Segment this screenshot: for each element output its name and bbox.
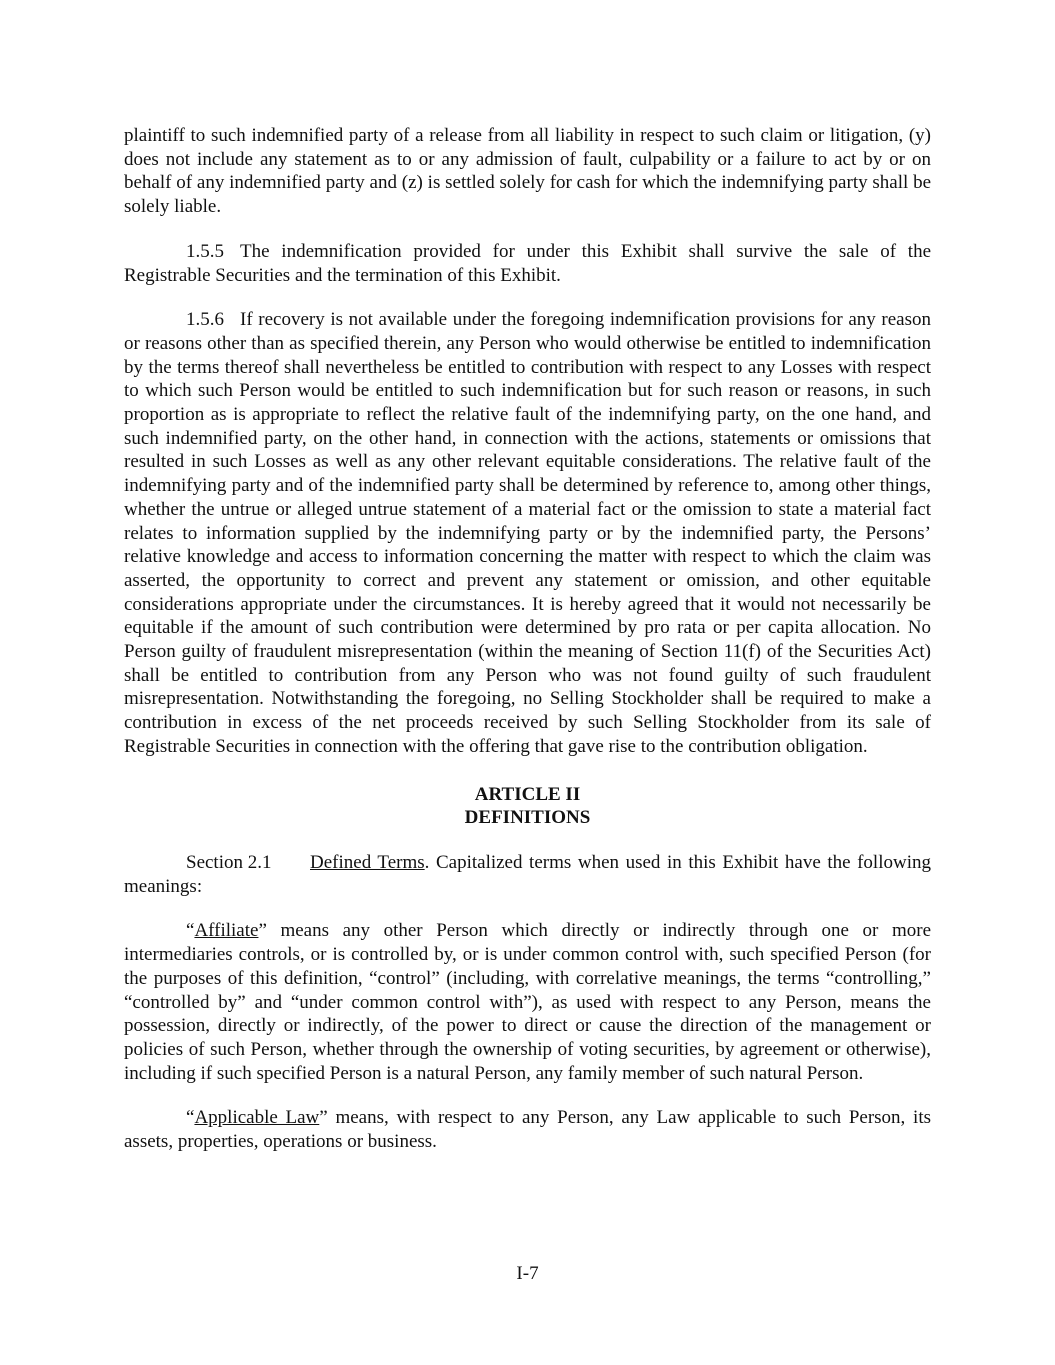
paragraph-1-5-6 [124, 308, 931, 758]
paragraph-text: If recovery is not available under the foregoing indemnification provisions for any reason or reasons other than as specified therein, any Person who would otherwise be entitled to indemnification by the terms thereof shall nevertheless be entitled to contribution with respect to any Losses with respect to which such Person would be entitled to such indemnification but for such reason or reasons, in such proportion as is appropriate to reflect the relative fault of the indemnifying party, on the one hand, and such indemnified party, on the other hand, in connection with the actions, statements or omissions that resulted in such Losses as well as any other relevant equitable considerations. The relative fault of the indemnifying party and of the indemnified party shall be determined by reference to, among other things, whether the untrue or alleged untrue statement of a material fact or the omission to state a material fact relates to information supplied by the indemnifying party or by the indemnified party, the Persons’ relative knowledge and access to information concerning the matter with respect to which the claim was asserted, the opportunity to correct and prevent any statement or omission, and other equitable considerations appropriate under the circumstances. It is hereby agreed that it would not necessarily be equitable if the amount of such contribution were determined by pro rata or per capita allocation. No Person guilty of fraudulent misrepresentation (within the meaning of Section 11(f) of the Securities Act) shall be entitled to contribution from any Person who was not found guilty of such fraudulent misrepresentation. Notwithstanding the foregoing, no Selling Stockholder shall be required to make a contribution in excess of the net proceeds received by such Selling Stockholder from its sale of Registrable Securities in connection with the offering that gave rise to the contribution obligation. [124, 309, 931, 757]
defined-term: Applicable Law [194, 1107, 320, 1129]
document-page [124, 124, 931, 1175]
defined-term: Affiliate [194, 920, 259, 942]
article-title: ARTICLE II [474, 783, 581, 805]
open-quote: “ [186, 920, 195, 942]
open-quote: “ [186, 1107, 195, 1129]
paragraph-1-5-5 [124, 240, 931, 287]
paragraph-continued-text: plaintiff to such indemnified party of a release from all liability in respect to such claim or litigation, (y) does not include any statement as to or any admission of fault, culpability or a failure to act by or on behalf of any indemnified party and (z) is settled solely for cash for which the indemnifying party shall be solely liable. [124, 125, 931, 218]
paragraph-number: 1.5.5 [186, 240, 224, 262]
definition-affiliate [124, 919, 931, 1085]
paragraph-number: 1.5.6 [186, 309, 224, 331]
page-number: I-7 [516, 1263, 539, 1284]
article-subtitle: DEFINITIONS [464, 807, 591, 829]
definition-text: ” means, with respect to any Person, any Law applicable to such Person, its assets, properties, operations or business. [124, 1107, 931, 1153]
article-heading [124, 783, 931, 830]
section-label: Section 2.1 [186, 851, 272, 873]
section-term: Defined Terms [310, 851, 425, 873]
paragraph-text: The indemnification provided for under this Exhibit shall survive the sale of the Registrable Securities and the termination of this Exhibit. [124, 240, 931, 286]
section-text: . Capitalized terms when used in this Exhibit have the following meanings: [124, 851, 931, 897]
definition-applicable-law [124, 1106, 931, 1153]
definition-text: ” means any other Person which directly or indirectly through one or more intermediaries controls, or is controlled by, or is under common control with, such specified Person (for the purposes of this definition, “control” (including, with correlative meanings, the terms “controlling,” “controlled by” and “under common control with”), as used with respect to any Person, means the possession, directly or indirectly, of the power to direct or cause the direction of the management or policies of such Person, whether through the ownership of voting securities, by agreement or otherwise), including if such specified Person is a natural Person, any family member of such natural Person. [124, 920, 931, 1084]
paragraph-continued [124, 124, 931, 219]
section-2-1 [124, 851, 931, 898]
